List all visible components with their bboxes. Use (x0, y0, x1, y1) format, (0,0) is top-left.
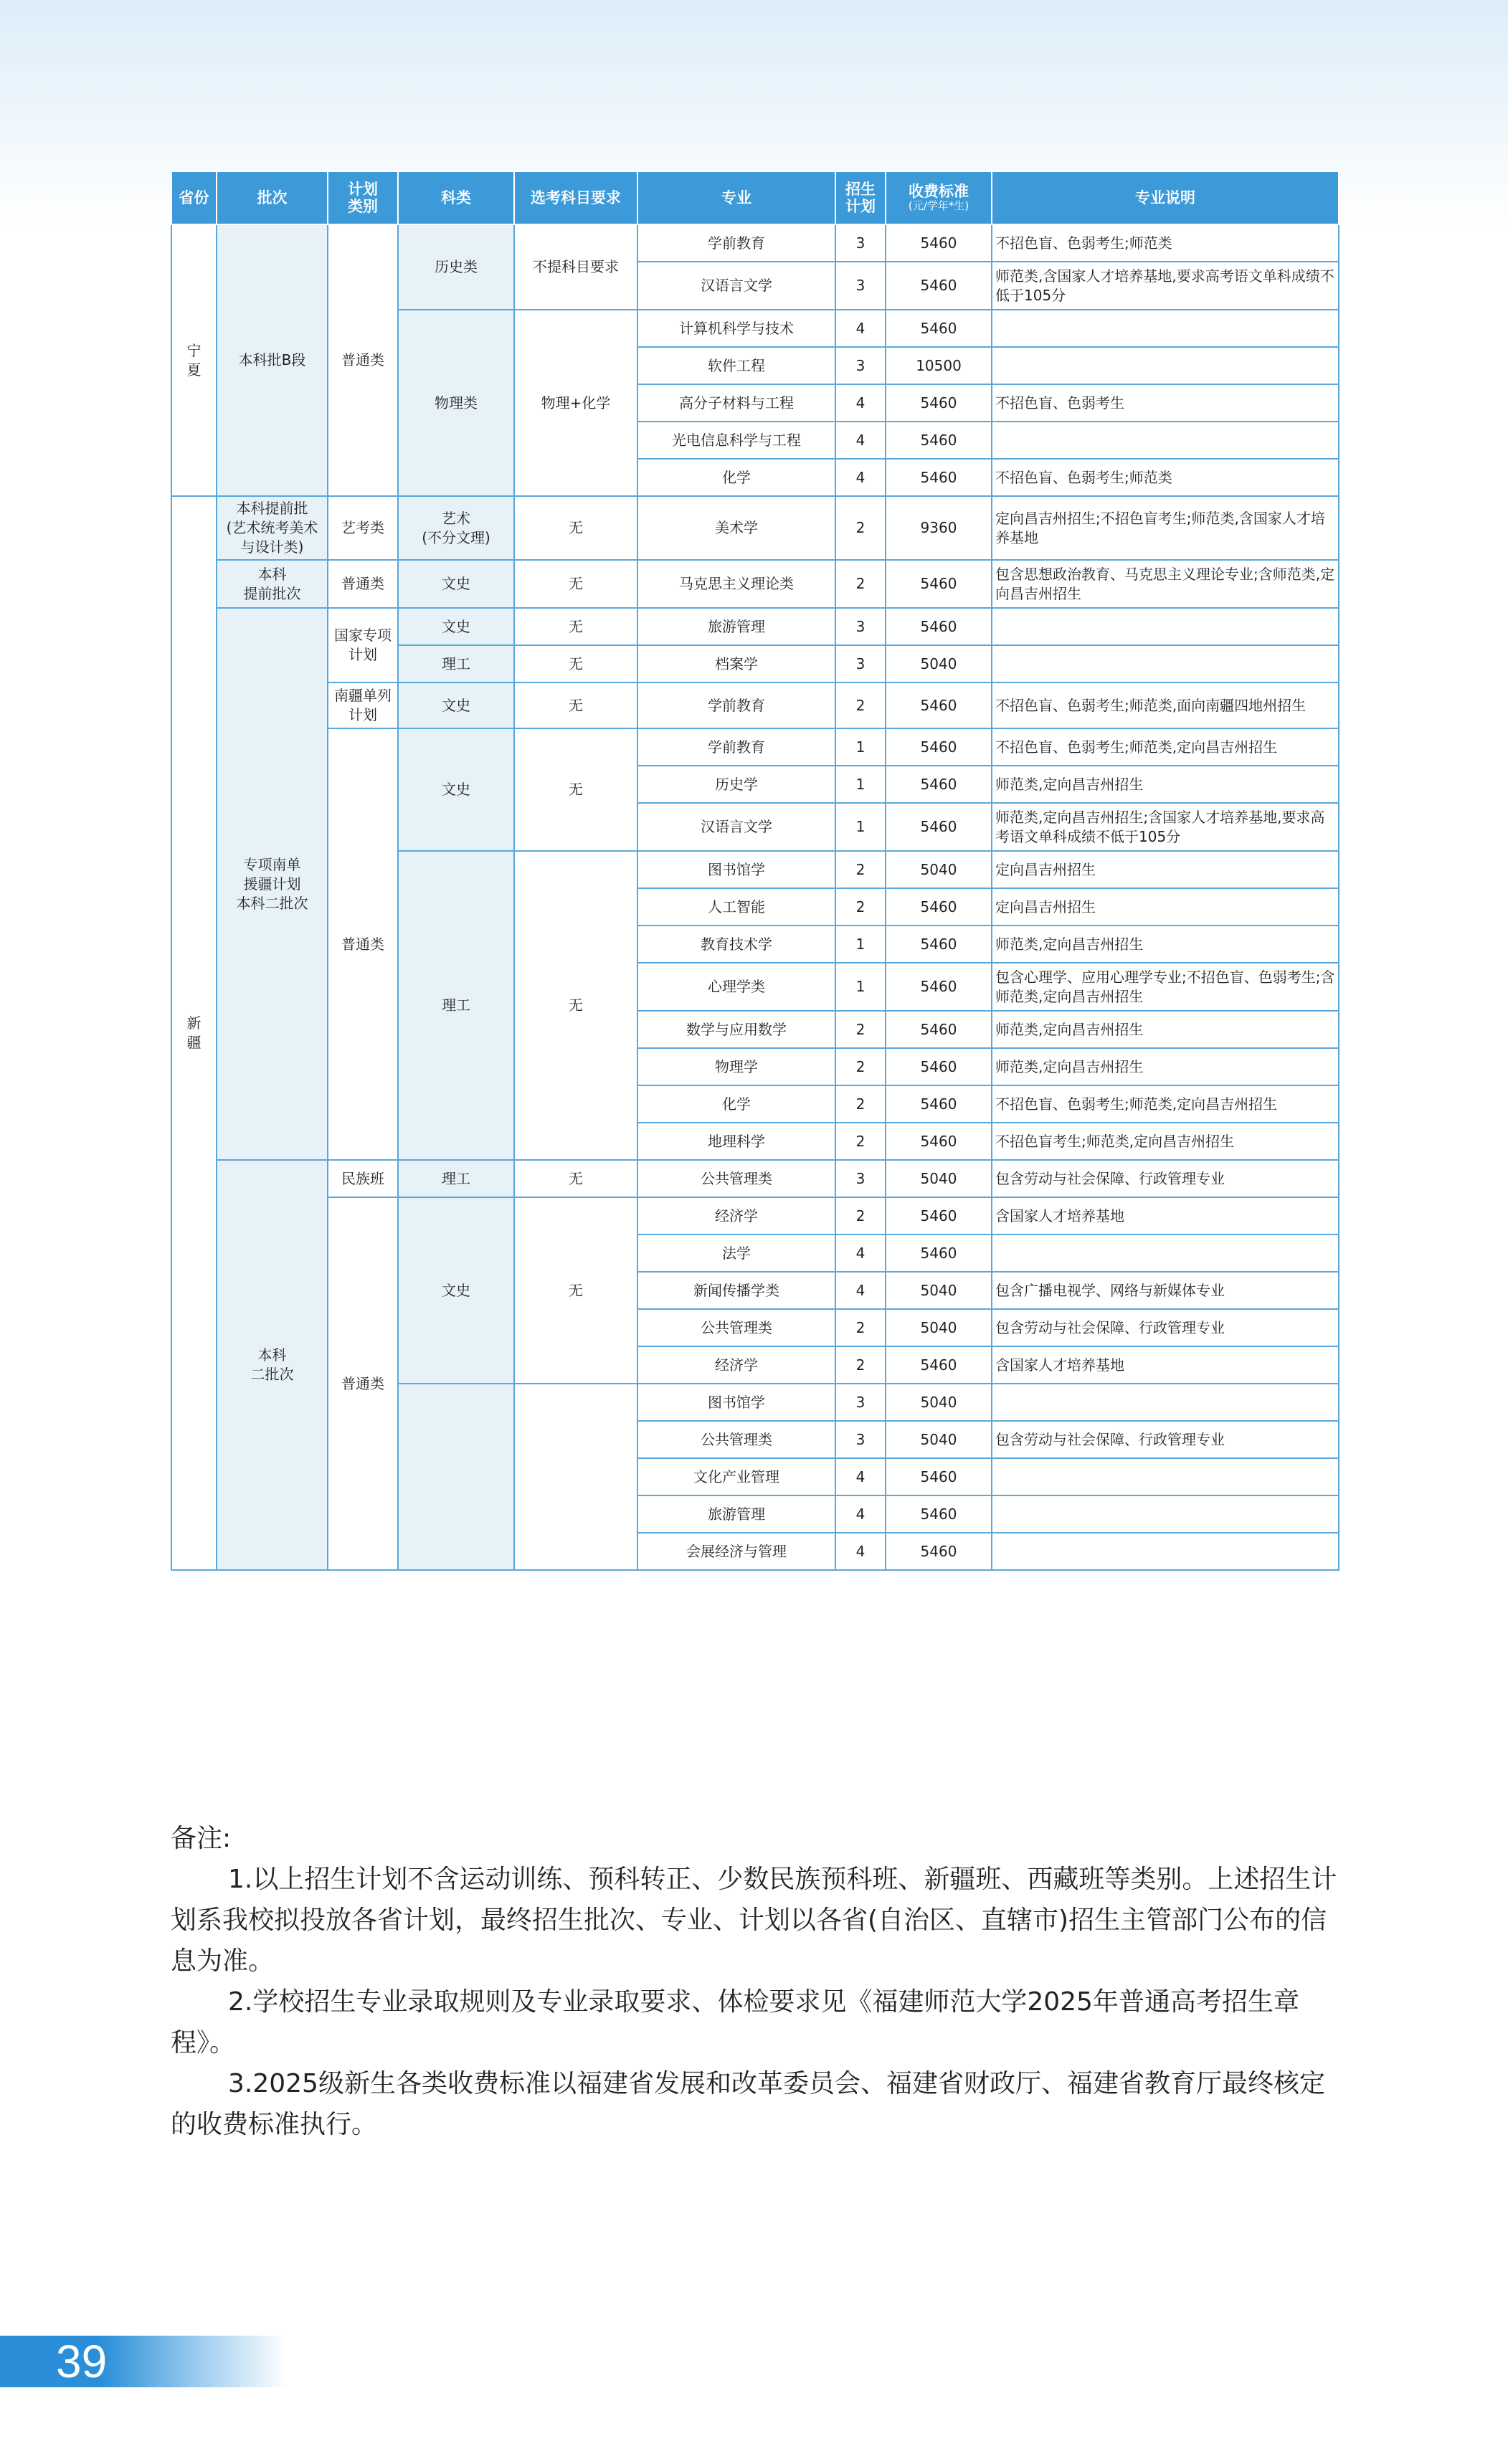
cell-note: 不招色盲、色弱考生;师范类,面向南疆四地州招生 (992, 682, 1339, 728)
cell-fee: 5460 (886, 682, 992, 728)
cell-major: 经济学 (637, 1346, 835, 1384)
cell-major: 光电信息科学与工程 (637, 422, 835, 459)
header-plan-type: 计划 类别 (328, 171, 398, 224)
cell-quota: 2 (835, 851, 886, 888)
cell-quota: 3 (835, 347, 886, 384)
cell-subject-req: 无 (514, 645, 637, 682)
note-item-1: 1.以上招生计划不含运动训练、预科转正、少数民族预科班、新疆班、西藏班等类别。上述招生计划系我校拟投放各省计划，最终招生批次、专业、计划以各省(自治区、直辖市)招生主管部门公布的信息为准。 (171, 1865, 1337, 1976)
cell-quota: 1 (835, 926, 886, 963)
cell-note: 定向昌吉州招生;不招色盲考生;师范类,含国家人才培养基地 (992, 496, 1339, 560)
cell-fee: 5460 (886, 803, 992, 851)
header-subject-requirement: 选考科目要求 (514, 171, 637, 224)
cell-fee: 5460 (886, 1197, 992, 1235)
page-number-bar (0, 2336, 287, 2387)
cell-quota: 1 (835, 803, 886, 851)
table-row (171, 608, 1339, 645)
cell-note (992, 347, 1339, 384)
cell-quota: 2 (835, 682, 886, 728)
cell-batch: 本科批B段 (217, 224, 328, 496)
cell-major: 软件工程 (637, 347, 835, 384)
cell-note: 不招色盲、色弱考生;师范类,定向昌吉州招生 (992, 1085, 1339, 1123)
cell-note: 不招色盲、色弱考生;师范类,定向昌吉州招生 (992, 728, 1339, 766)
cell-quota: 3 (835, 224, 886, 262)
cell-major: 旅游管理 (637, 1495, 835, 1533)
cell-fee: 5460 (886, 262, 992, 310)
cell-major: 档案学 (637, 645, 835, 682)
cell-note: 包含心理学、应用心理学专业;不招色盲、色弱考生;含师范类,定向昌吉州招生 (992, 963, 1339, 1011)
cell-major: 会展经济与管理 (637, 1533, 835, 1570)
cell-fee: 5460 (886, 728, 992, 766)
cell-major: 公共管理类 (637, 1421, 835, 1458)
table-row (171, 496, 1339, 560)
cell-note: 师范类,定向昌吉州招生 (992, 1048, 1339, 1085)
cell-note (992, 310, 1339, 347)
cell-subject-req: 物理+化学 (514, 310, 637, 496)
cell-category: 理工 (398, 645, 514, 682)
cell-major: 经济学 (637, 1197, 835, 1235)
table-row (171, 682, 1339, 728)
notes-section (171, 1818, 1339, 2145)
cell-fee: 5460 (886, 926, 992, 963)
cell-quota: 1 (835, 963, 886, 1011)
cell-quota: 2 (835, 496, 886, 560)
cell-plan-type: 艺考类 (328, 496, 398, 560)
cell-fee: 5460 (886, 1346, 992, 1384)
header-province: 省份 (171, 171, 217, 224)
cell-quota: 3 (835, 1160, 886, 1197)
cell-major: 高分子材料与工程 (637, 384, 835, 422)
cell-major: 人工智能 (637, 888, 835, 926)
page-number: 39 (56, 2336, 108, 2387)
cell-major: 物理学 (637, 1048, 835, 1085)
cell-quota: 2 (835, 1085, 886, 1123)
cell-major: 图书馆学 (637, 1384, 835, 1421)
cell-major: 美术学 (637, 496, 835, 560)
cell-category: 文史 (398, 608, 514, 645)
table-row (171, 224, 1339, 262)
cell-fee: 5460 (886, 1458, 992, 1495)
cell-fee: 5460 (886, 310, 992, 347)
cell-quota: 2 (835, 1011, 886, 1048)
cell-fee: 5460 (886, 560, 992, 608)
cell-fee: 5040 (886, 1160, 992, 1197)
cell-note: 包含劳动与社会保障、行政管理专业 (992, 1421, 1339, 1458)
cell-fee: 5460 (886, 459, 992, 496)
cell-quota: 1 (835, 728, 886, 766)
cell-quota: 4 (835, 459, 886, 496)
cell-note: 师范类,定向昌吉州招生;含国家人才培养基地,要求高考语文单科成绩不低于105分 (992, 803, 1339, 851)
cell-category: 理工 (398, 851, 514, 1160)
table-body (171, 224, 1339, 1570)
cell-major: 马克思主义理论类 (637, 560, 835, 608)
cell-fee: 5460 (886, 1533, 992, 1570)
cell-major: 数学与应用数学 (637, 1011, 835, 1048)
cell-note: 包含劳动与社会保障、行政管理专业 (992, 1160, 1339, 1197)
cell-fee: 5460 (886, 1085, 992, 1123)
cell-major: 化学 (637, 1085, 835, 1123)
cell-fee: 5460 (886, 1235, 992, 1272)
cell-quota: 2 (835, 1123, 886, 1160)
cell-subject-req: 不提科目要求 (514, 224, 637, 310)
cell-major: 计算机科学与技术 (637, 310, 835, 347)
cell-major: 汉语言文学 (637, 803, 835, 851)
cell-note (992, 608, 1339, 645)
table-row (171, 728, 1339, 766)
cell-plan-type: 普通类 (328, 1197, 398, 1570)
cell-category: 物理类 (398, 310, 514, 496)
cell-batch: 本科提前批 (艺术统考美术 与设计类) (217, 496, 328, 560)
cell-note: 定向昌吉州招生 (992, 851, 1339, 888)
cell-fee: 5040 (886, 1421, 992, 1458)
cell-plan-type: 民族班 (328, 1160, 398, 1197)
cell-major: 学前教育 (637, 224, 835, 262)
cell-subject-req: 无 (514, 1197, 637, 1384)
table-header-row (171, 171, 1339, 224)
cell-note: 不招色盲、色弱考生;师范类 (992, 459, 1339, 496)
cell-fee: 5460 (886, 1048, 992, 1085)
cell-category: 艺术 (不分文理) (398, 496, 514, 560)
cell-note: 不招色盲考生;师范类,定向昌吉州招生 (992, 1123, 1339, 1160)
cell-quota: 4 (835, 1458, 886, 1495)
cell-category: 文史 (398, 728, 514, 851)
cell-note (992, 1495, 1339, 1533)
cell-plan-type: 南疆单列 计划 (328, 682, 398, 728)
cell-subject-req: 无 (514, 1160, 637, 1197)
admission-plan-table (171, 171, 1339, 1571)
cell-fee: 5460 (886, 1123, 992, 1160)
cell-note (992, 1533, 1339, 1570)
cell-major: 新闻传播学类 (637, 1272, 835, 1309)
cell-note: 师范类,定向昌吉州招生 (992, 1011, 1339, 1048)
cell-fee: 5460 (886, 963, 992, 1011)
cell-major: 文化产业管理 (637, 1458, 835, 1495)
cell-note: 师范类,含国家人才培养基地,要求高考语文单科成绩不低于105分 (992, 262, 1339, 310)
cell-quota: 4 (835, 1272, 886, 1309)
cell-subject-req: 无 (514, 728, 637, 851)
cell-province: 新疆 (171, 496, 217, 1570)
cell-quota: 2 (835, 1309, 886, 1346)
cell-major: 地理科学 (637, 1123, 835, 1160)
cell-note (992, 422, 1339, 459)
cell-note: 师范类,定向昌吉州招生 (992, 926, 1339, 963)
cell-note: 定向昌吉州招生 (992, 888, 1339, 926)
cell-subject-req: 无 (514, 608, 637, 645)
cell-subject-req: 无 (514, 682, 637, 728)
cell-fee: 5040 (886, 645, 992, 682)
cell-category: 文史 (398, 682, 514, 728)
cell-fee: 5460 (886, 608, 992, 645)
cell-major: 公共管理类 (637, 1309, 835, 1346)
cell-major: 汉语言文学 (637, 262, 835, 310)
header-batch: 批次 (217, 171, 328, 224)
cell-quota: 2 (835, 1346, 886, 1384)
cell-quota: 4 (835, 422, 886, 459)
table-row (171, 1197, 1339, 1235)
cell-plan-type: 国家专项 计划 (328, 608, 398, 682)
cell-major: 公共管理类 (637, 1160, 835, 1197)
cell-quota: 1 (835, 766, 886, 803)
cell-note: 师范类,定向昌吉州招生 (992, 766, 1339, 803)
cell-major: 教育技术学 (637, 926, 835, 963)
cell-major: 法学 (637, 1235, 835, 1272)
cell-category (398, 1384, 514, 1570)
cell-major: 心理学类 (637, 963, 835, 1011)
cell-quota: 3 (835, 1421, 886, 1458)
cell-note: 包含思想政治教育、马克思主义理论专业;含师范类,定向昌吉州招生 (992, 560, 1339, 608)
cell-plan-type: 普通类 (328, 728, 398, 1160)
cell-subject-req (514, 1384, 637, 1570)
cell-note (992, 1458, 1339, 1495)
cell-quota: 3 (835, 645, 886, 682)
cell-major: 学前教育 (637, 728, 835, 766)
cell-note (992, 1384, 1339, 1421)
cell-quota: 4 (835, 1533, 886, 1570)
cell-batch: 本科 二批次 (217, 1160, 328, 1570)
cell-fee: 5460 (886, 1495, 992, 1533)
cell-fee: 5040 (886, 1384, 992, 1421)
cell-note: 不招色盲、色弱考生 (992, 384, 1339, 422)
table-row (171, 1160, 1339, 1197)
cell-subject-req: 无 (514, 851, 637, 1160)
cell-quota: 3 (835, 608, 886, 645)
cell-fee: 5040 (886, 1272, 992, 1309)
note-item-3: 3.2025级新生各类收费标准以福建省发展和改革委员会、福建省财政厅、福建省教育厅最终核定的收费标准执行。 (171, 2069, 1325, 2139)
cell-quota: 2 (835, 560, 886, 608)
cell-major: 学前教育 (637, 682, 835, 728)
cell-major: 化学 (637, 459, 835, 496)
cell-quota: 2 (835, 888, 886, 926)
cell-note: 包含劳动与社会保障、行政管理专业 (992, 1309, 1339, 1346)
cell-major: 图书馆学 (637, 851, 835, 888)
cell-subject-req: 无 (514, 496, 637, 560)
table-row (171, 560, 1339, 608)
cell-fee: 5040 (886, 1309, 992, 1346)
cell-major: 历史学 (637, 766, 835, 803)
cell-plan-type: 普通类 (328, 560, 398, 608)
cell-quota: 3 (835, 262, 886, 310)
cell-fee: 5460 (886, 888, 992, 926)
cell-batch: 专项南单 援疆计划 本科二批次 (217, 608, 328, 1160)
cell-fee: 5460 (886, 384, 992, 422)
cell-note: 包含广播电视学、网络与新媒体专业 (992, 1272, 1339, 1309)
cell-fee: 5460 (886, 224, 992, 262)
header-fee-label: 收费标准 (909, 183, 969, 201)
cell-category: 文史 (398, 560, 514, 608)
cell-subject-req: 无 (514, 560, 637, 608)
cell-quota: 3 (835, 1384, 886, 1421)
cell-fee: 10500 (886, 347, 992, 384)
header-category: 科类 (398, 171, 514, 224)
header-major: 专业 (637, 171, 835, 224)
cell-province: 宁夏 (171, 224, 217, 496)
cell-note: 不招色盲、色弱考生;师范类 (992, 224, 1339, 262)
cell-fee: 5460 (886, 766, 992, 803)
cell-quota: 2 (835, 1048, 886, 1085)
cell-major: 旅游管理 (637, 608, 835, 645)
cell-fee: 5460 (886, 1011, 992, 1048)
cell-note: 含国家人才培养基地 (992, 1197, 1339, 1235)
header-fee (886, 171, 992, 224)
cell-note (992, 645, 1339, 682)
notes-title: 备注: (171, 1824, 232, 1853)
cell-quota: 2 (835, 1197, 886, 1235)
cell-note: 含国家人才培养基地 (992, 1346, 1339, 1384)
cell-plan-type: 普通类 (328, 224, 398, 496)
header-fee-unit: (元/学年*生) (908, 199, 969, 213)
cell-batch: 本科 提前批次 (217, 560, 328, 608)
cell-note (992, 1235, 1339, 1272)
note-item-2: 2.学校招生专业录取规则及专业录取要求、体检要求见《福建师范大学2025年普通高考招生章程》。 (171, 1987, 1299, 2058)
cell-category: 历史类 (398, 224, 514, 310)
cell-category: 理工 (398, 1160, 514, 1197)
cell-quota: 4 (835, 384, 886, 422)
cell-quota: 4 (835, 1235, 886, 1272)
cell-category: 文史 (398, 1197, 514, 1384)
cell-fee: 9360 (886, 496, 992, 560)
header-note: 专业说明 (992, 171, 1339, 224)
cell-quota: 4 (835, 1495, 886, 1533)
cell-quota: 4 (835, 310, 886, 347)
cell-fee: 5460 (886, 422, 992, 459)
header-quota: 招生 计划 (835, 171, 886, 224)
cell-fee: 5040 (886, 851, 992, 888)
